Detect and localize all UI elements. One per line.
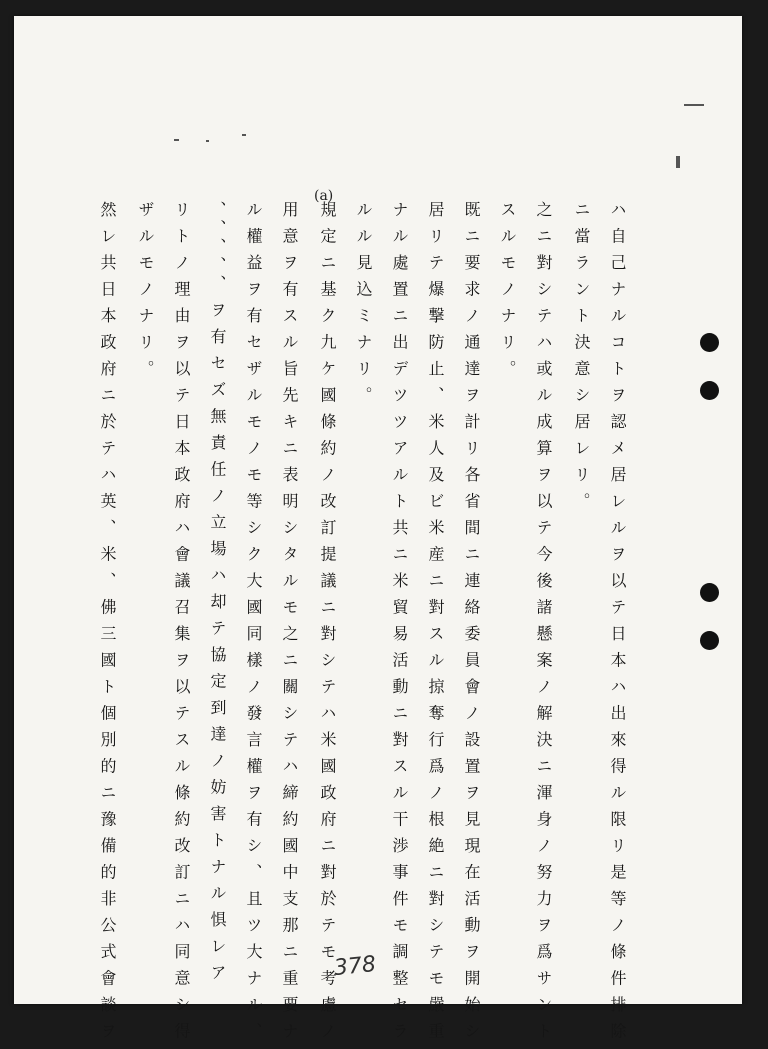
scan-speck: [206, 140, 209, 142]
binder-hole: [700, 631, 719, 650]
text-column-12: 、、、、、ヲ有セズ無責任ノ立場ハ却テ協定到達ノ妨害トナル惧レア: [208, 201, 227, 991]
handwritten-folio-number: 378: [332, 951, 378, 982]
text-column-4: スルモノナリ。: [498, 201, 517, 387]
page-number: (a): [314, 188, 334, 204]
scan-speck: [174, 139, 179, 141]
text-column-13: リトノ理由ヲ以テ日本政府ハ會議召集ヲ以テスル條約改訂ニハ同意シ得: [172, 201, 191, 1049]
text-column-15: 然レ共日本政府ニ於テハ英、米、佛三國ト個別的ニ豫備的非公式會談ヲ: [98, 201, 117, 1049]
binder-hole: [700, 381, 719, 400]
text-column-6: 居リテ爆撃防止、米人及ビ米産ニ對スル掠奪行爲ノ根絶ニ對シテモ嚴重: [426, 201, 445, 1049]
text-column-8: ルル見込ミナリ。: [354, 201, 373, 413]
text-column-9: 規定ニ基ク九ケ國條約ノ改訂提議ニ對シテハ米國政府ニ對於テモ考慮ノ: [318, 201, 337, 1049]
document-page: [14, 16, 742, 1049]
scan-speck: [684, 104, 704, 106]
binder-hole: [700, 583, 719, 602]
text-column-2: ニ當ラント決意シ居レリ。: [572, 201, 591, 519]
text-column-7: ナル處置ニ出デツツアルト共ニ米貿易活動ニ對スル干渉事件モ調整セラ: [390, 201, 409, 1049]
text-column-14: ザルモノナリ。: [136, 201, 155, 387]
text-column-1: ハ自己ナルコトヲ認メ居レルヲ以テ日本ハ出來得ル限リ是等ノ條件排除: [608, 201, 627, 1049]
scan-speck: [676, 156, 680, 168]
text-column-3: 之ニ對シテハ或ル成算ヲ以テ今後諸懸案ノ解決ニ渾身ノ努力ヲ爲サント: [534, 201, 553, 1049]
scan-speck: [242, 134, 246, 136]
text-column-11: ル權益ヲ有セザルモノモ等シク大國同樣ノ發言權ヲ有シ、且ツ大ナル、: [244, 201, 263, 1049]
binder-hole: [700, 333, 719, 352]
text-column-5: 既ニ要求ノ通達ヲ計リ各省間ニ連絡委員會ノ設置ヲ見現在活動ヲ開始シ: [462, 201, 481, 1049]
text-column-10: 用意ヲ有スル旨先キニ表明シタルモ之ニ關シテハ締約國中支那ニ重要ナ: [280, 201, 299, 1049]
